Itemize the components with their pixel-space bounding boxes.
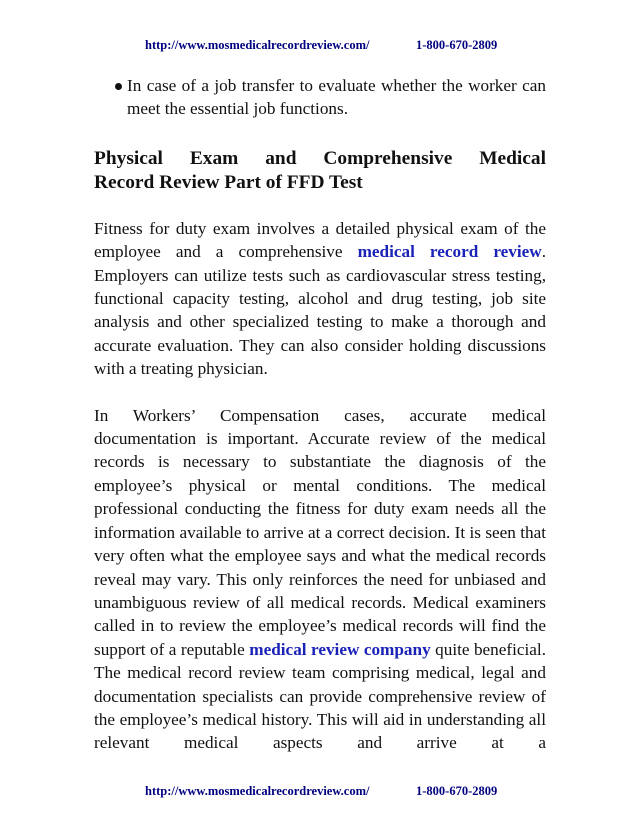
header-phone: 1-800-670-2809 xyxy=(416,38,498,52)
bullet-dot-icon xyxy=(115,83,122,90)
header-url-link[interactable]: http://www.mosmedicalrecordreview.com/ xyxy=(145,38,370,52)
section-heading-line-1: Physical Exam and Comprehensive Medical xyxy=(94,147,546,169)
footer-phone: 1-800-670-2809 xyxy=(416,784,498,798)
paragraph-text: Fitness for duty exam involves a detailed physical exam of the employee and a comprehensive xyxy=(94,218,546,262)
paragraph-text: . Employers can utilize tests such as cardiovascular stress testing, functional capacity testing, alcohol and drug testing, job site analysis and other specialized testing to make a thorough and accurate evaluation. They can also consider holding discussions with a treating physician. xyxy=(94,242,547,379)
bullet-text: In case of a job transfer to evaluate whether the worker can meet the essential job functions. xyxy=(127,76,546,119)
footer-url-link[interactable]: http://www.mosmedicalrecordreview.com/ xyxy=(145,784,370,798)
paragraph-workers-compensation xyxy=(94,404,546,755)
medical-record-review-link[interactable]: medical record review xyxy=(357,242,542,262)
section-heading xyxy=(94,147,546,195)
paragraph-text: In Workers’ Compensation cases, accurate medical documentation is important. Accurate review of the medical records is necessary to substantiate the diagnosis of the employee’s physical or mental conditions. The medical professional conducting the fitness for duty exam needs all the information available to arrive at a correct decision. It is seen that very often what the employee says and what the medical records reveal may vary. This only reinforces the need for unbiased and unambiguous review of all medical records. Medical examiners called in to review the employee’s medical records will find the support of a reputable xyxy=(94,405,546,659)
paragraph-text: quite beneficial. The medical record review team comprising medical, legal and documentation specialists can provide comprehensive review of the employee’s medical history. This will aid in understanding all relevant medical aspects and arrive at a xyxy=(94,639,546,753)
medical-review-company-link[interactable]: medical review company xyxy=(249,639,431,659)
section-heading-line-2: Record Review Part of FFD Test xyxy=(94,171,363,193)
paragraph-fitness-exam xyxy=(94,217,546,381)
document-body xyxy=(94,74,546,755)
bullet-item xyxy=(94,74,546,121)
